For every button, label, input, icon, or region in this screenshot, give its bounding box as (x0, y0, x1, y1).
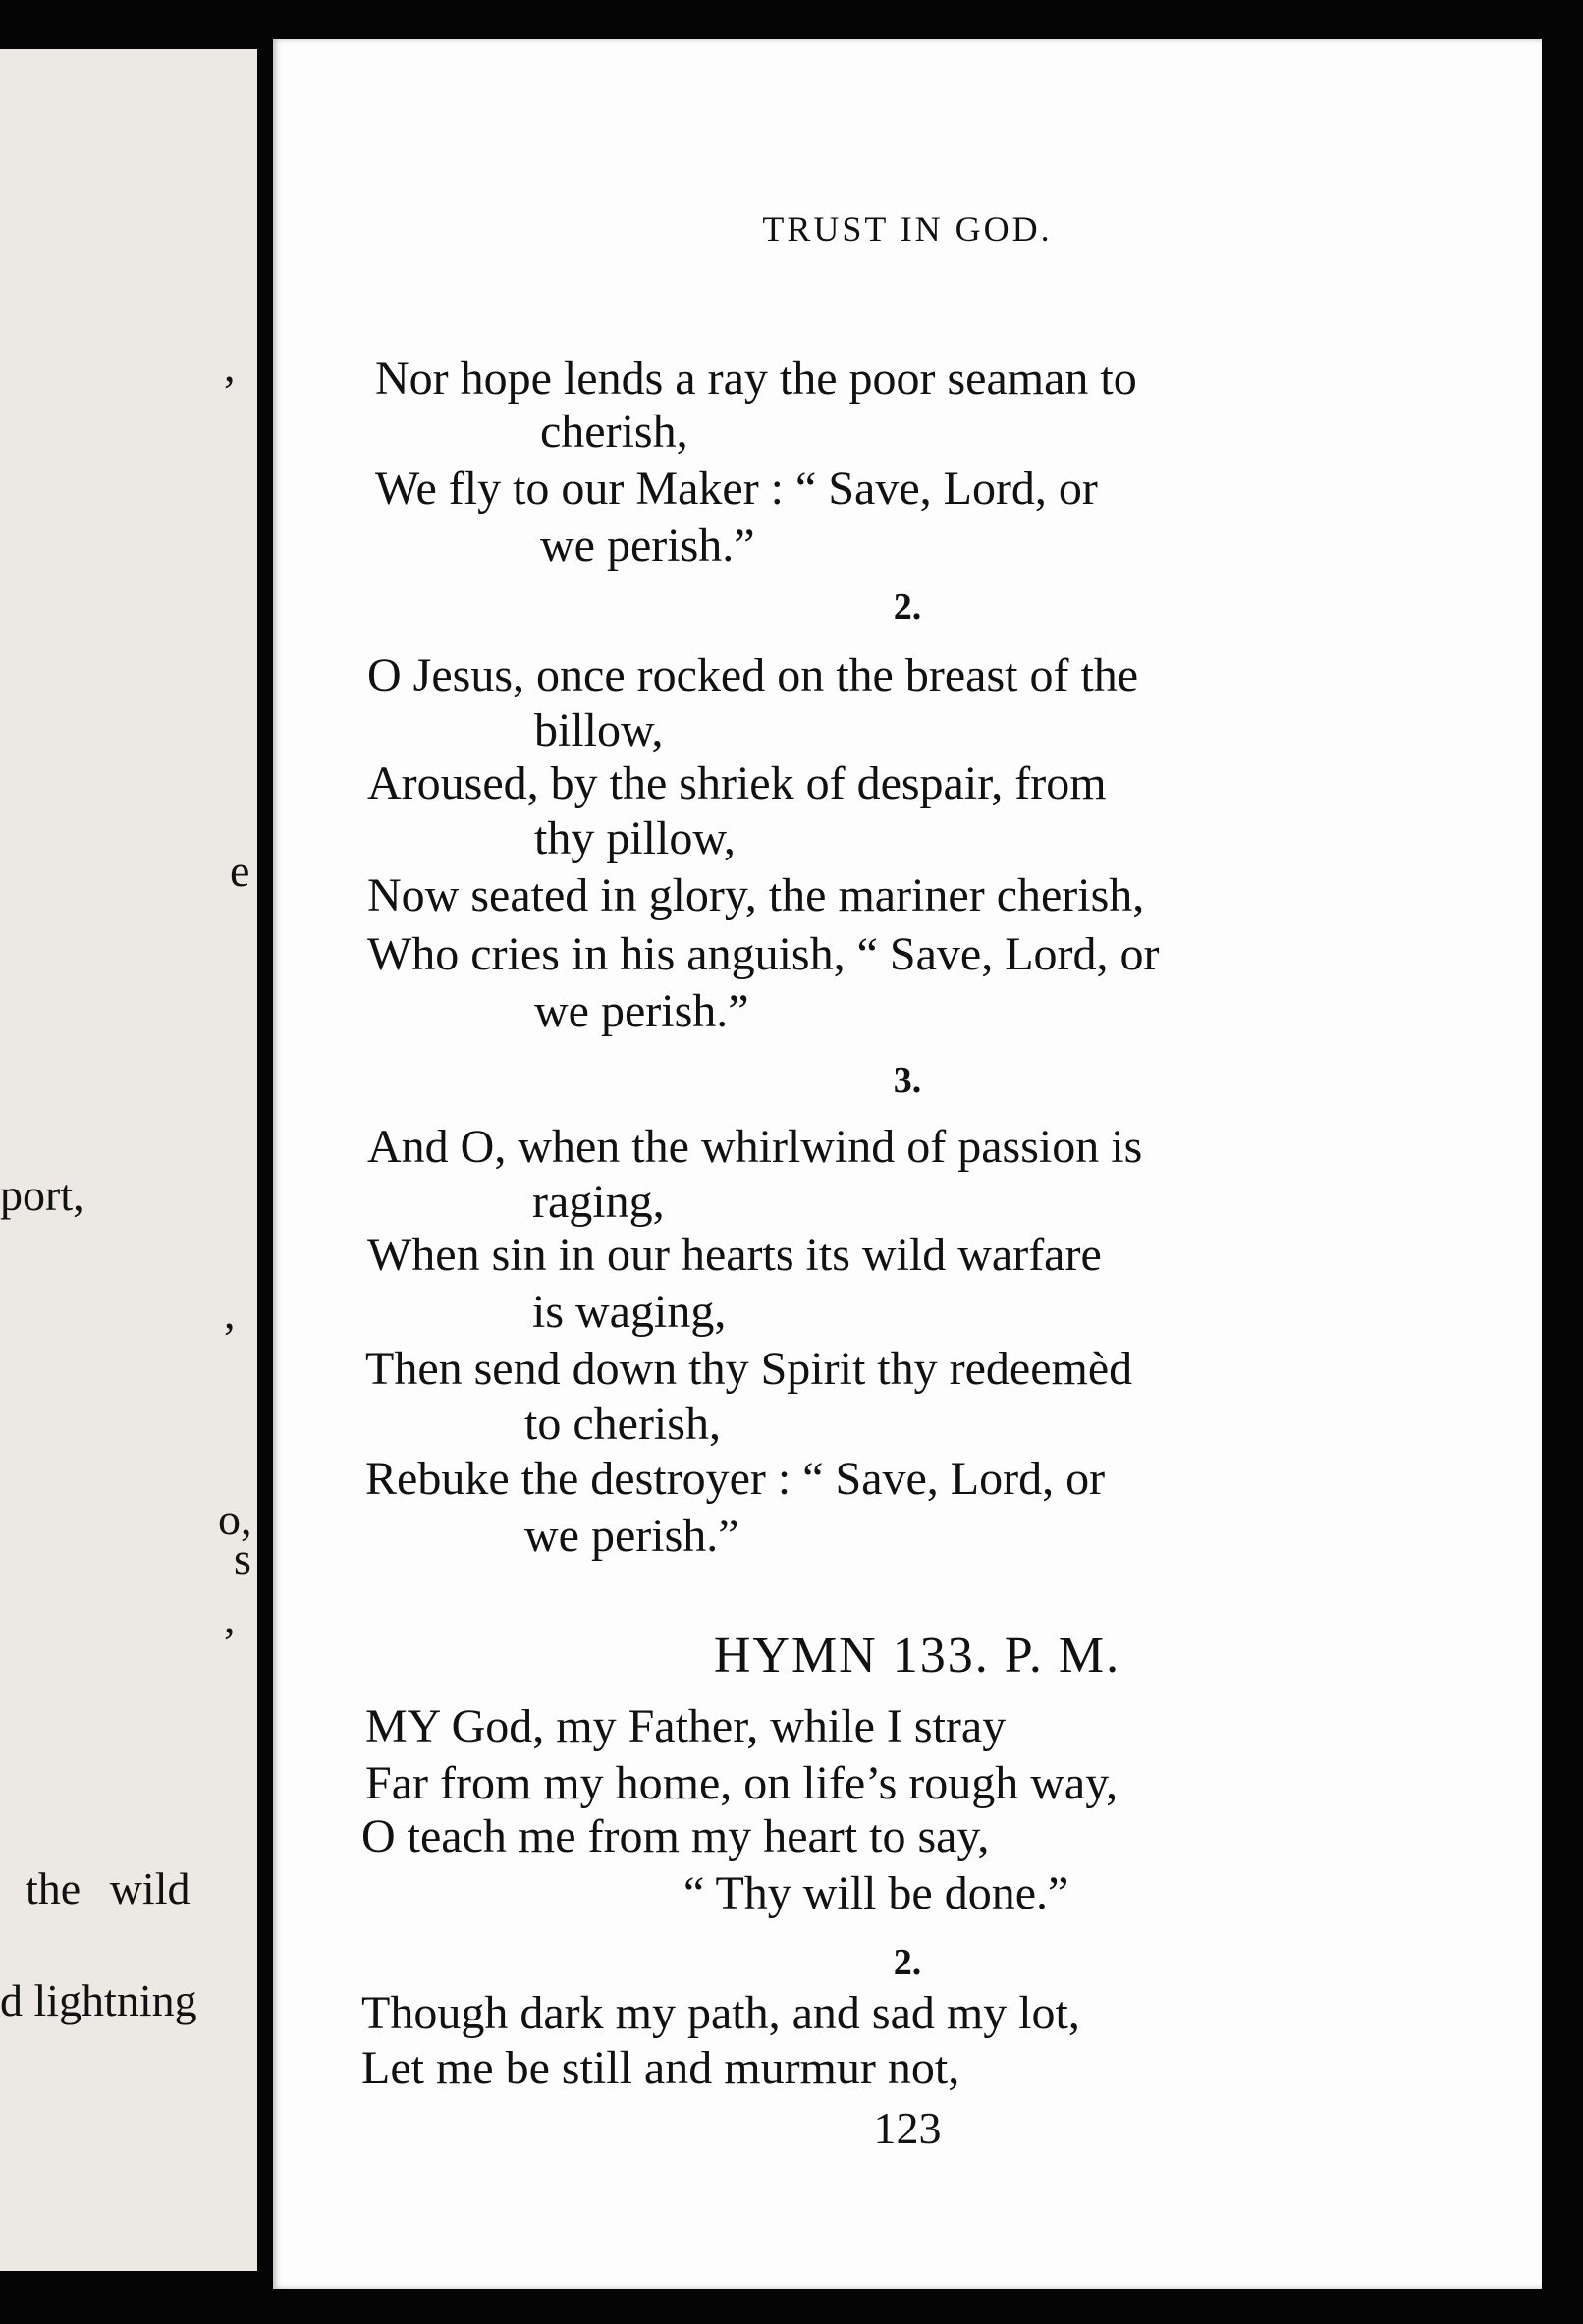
verse-line: we perish.” (534, 985, 749, 1037)
verse-line: Then send down thy Spirit thy redeemèd (365, 1343, 1133, 1395)
verse-line: Now seated in glory, the mariner cherish, (367, 869, 1145, 921)
verse-line: we perish.” (524, 1510, 739, 1562)
left-fragment: e (230, 846, 250, 896)
left-fragment: , (224, 1288, 236, 1338)
verse-line: Far from my home, on life’s rough way, (365, 1757, 1119, 1809)
verse-line: Who cries in his anguish, “ Save, Lord, or (367, 928, 1160, 980)
left-fragment: port, (0, 1170, 84, 1220)
verse-line: Let me be still and murmur not, (361, 2042, 960, 2094)
left-fragment: d lightning (0, 1975, 197, 2025)
verse-line: Nor hope lends a ray the poor seaman to (375, 353, 1137, 405)
verse-line: O teach me from my heart to say, (361, 1810, 990, 1862)
verse-line: cherish, (540, 406, 688, 458)
verse-line: thy pillow, (534, 812, 736, 864)
verse-line: And O, when the whirlwind of passion is (367, 1121, 1143, 1173)
left-page-fragment (0, 49, 257, 2271)
verse-line: billow, (534, 704, 664, 756)
left-fragment: , (224, 341, 236, 391)
verse-line: Aroused, by the shriek of despair, from (367, 757, 1107, 809)
verse-line: Though dark my path, and sad my lot, (361, 1987, 1080, 2039)
hymn-title: HYMN 133. P. M. (713, 1628, 1121, 1684)
verse-line: Rebuke the destroyer : “ Save, Lord, or (365, 1453, 1106, 1505)
verse-line: “ Thy will be done.” (683, 1867, 1069, 1919)
running-head: TRUST IN GOD. (762, 209, 1053, 249)
left-fragment: the wild (26, 1863, 191, 1913)
left-fragment: s (234, 1533, 251, 1583)
verse-line: O Jesus, once rocked on the breast of the (367, 649, 1139, 701)
verse-line: we perish.” (540, 520, 755, 572)
verse-line: When sin in our hearts its wild warfare (367, 1229, 1102, 1281)
verse-number: 2. (893, 1942, 922, 1983)
verse-line: to cherish, (524, 1398, 721, 1450)
left-fragment: o, (218, 1494, 252, 1544)
page-number: 123 (873, 2103, 942, 2153)
hymnal-page (273, 39, 1542, 2289)
verse-line: is waging, (532, 1286, 727, 1338)
verse-number: 3. (893, 1060, 922, 1101)
verse-line: MY God, my Father, while I stray (365, 1700, 1007, 1752)
verse-line: We fly to our Maker : “ Save, Lord, or (375, 463, 1098, 515)
verse-number: 2. (893, 586, 922, 628)
left-fragment: , (224, 1592, 236, 1642)
verse-line: raging, (532, 1176, 665, 1228)
